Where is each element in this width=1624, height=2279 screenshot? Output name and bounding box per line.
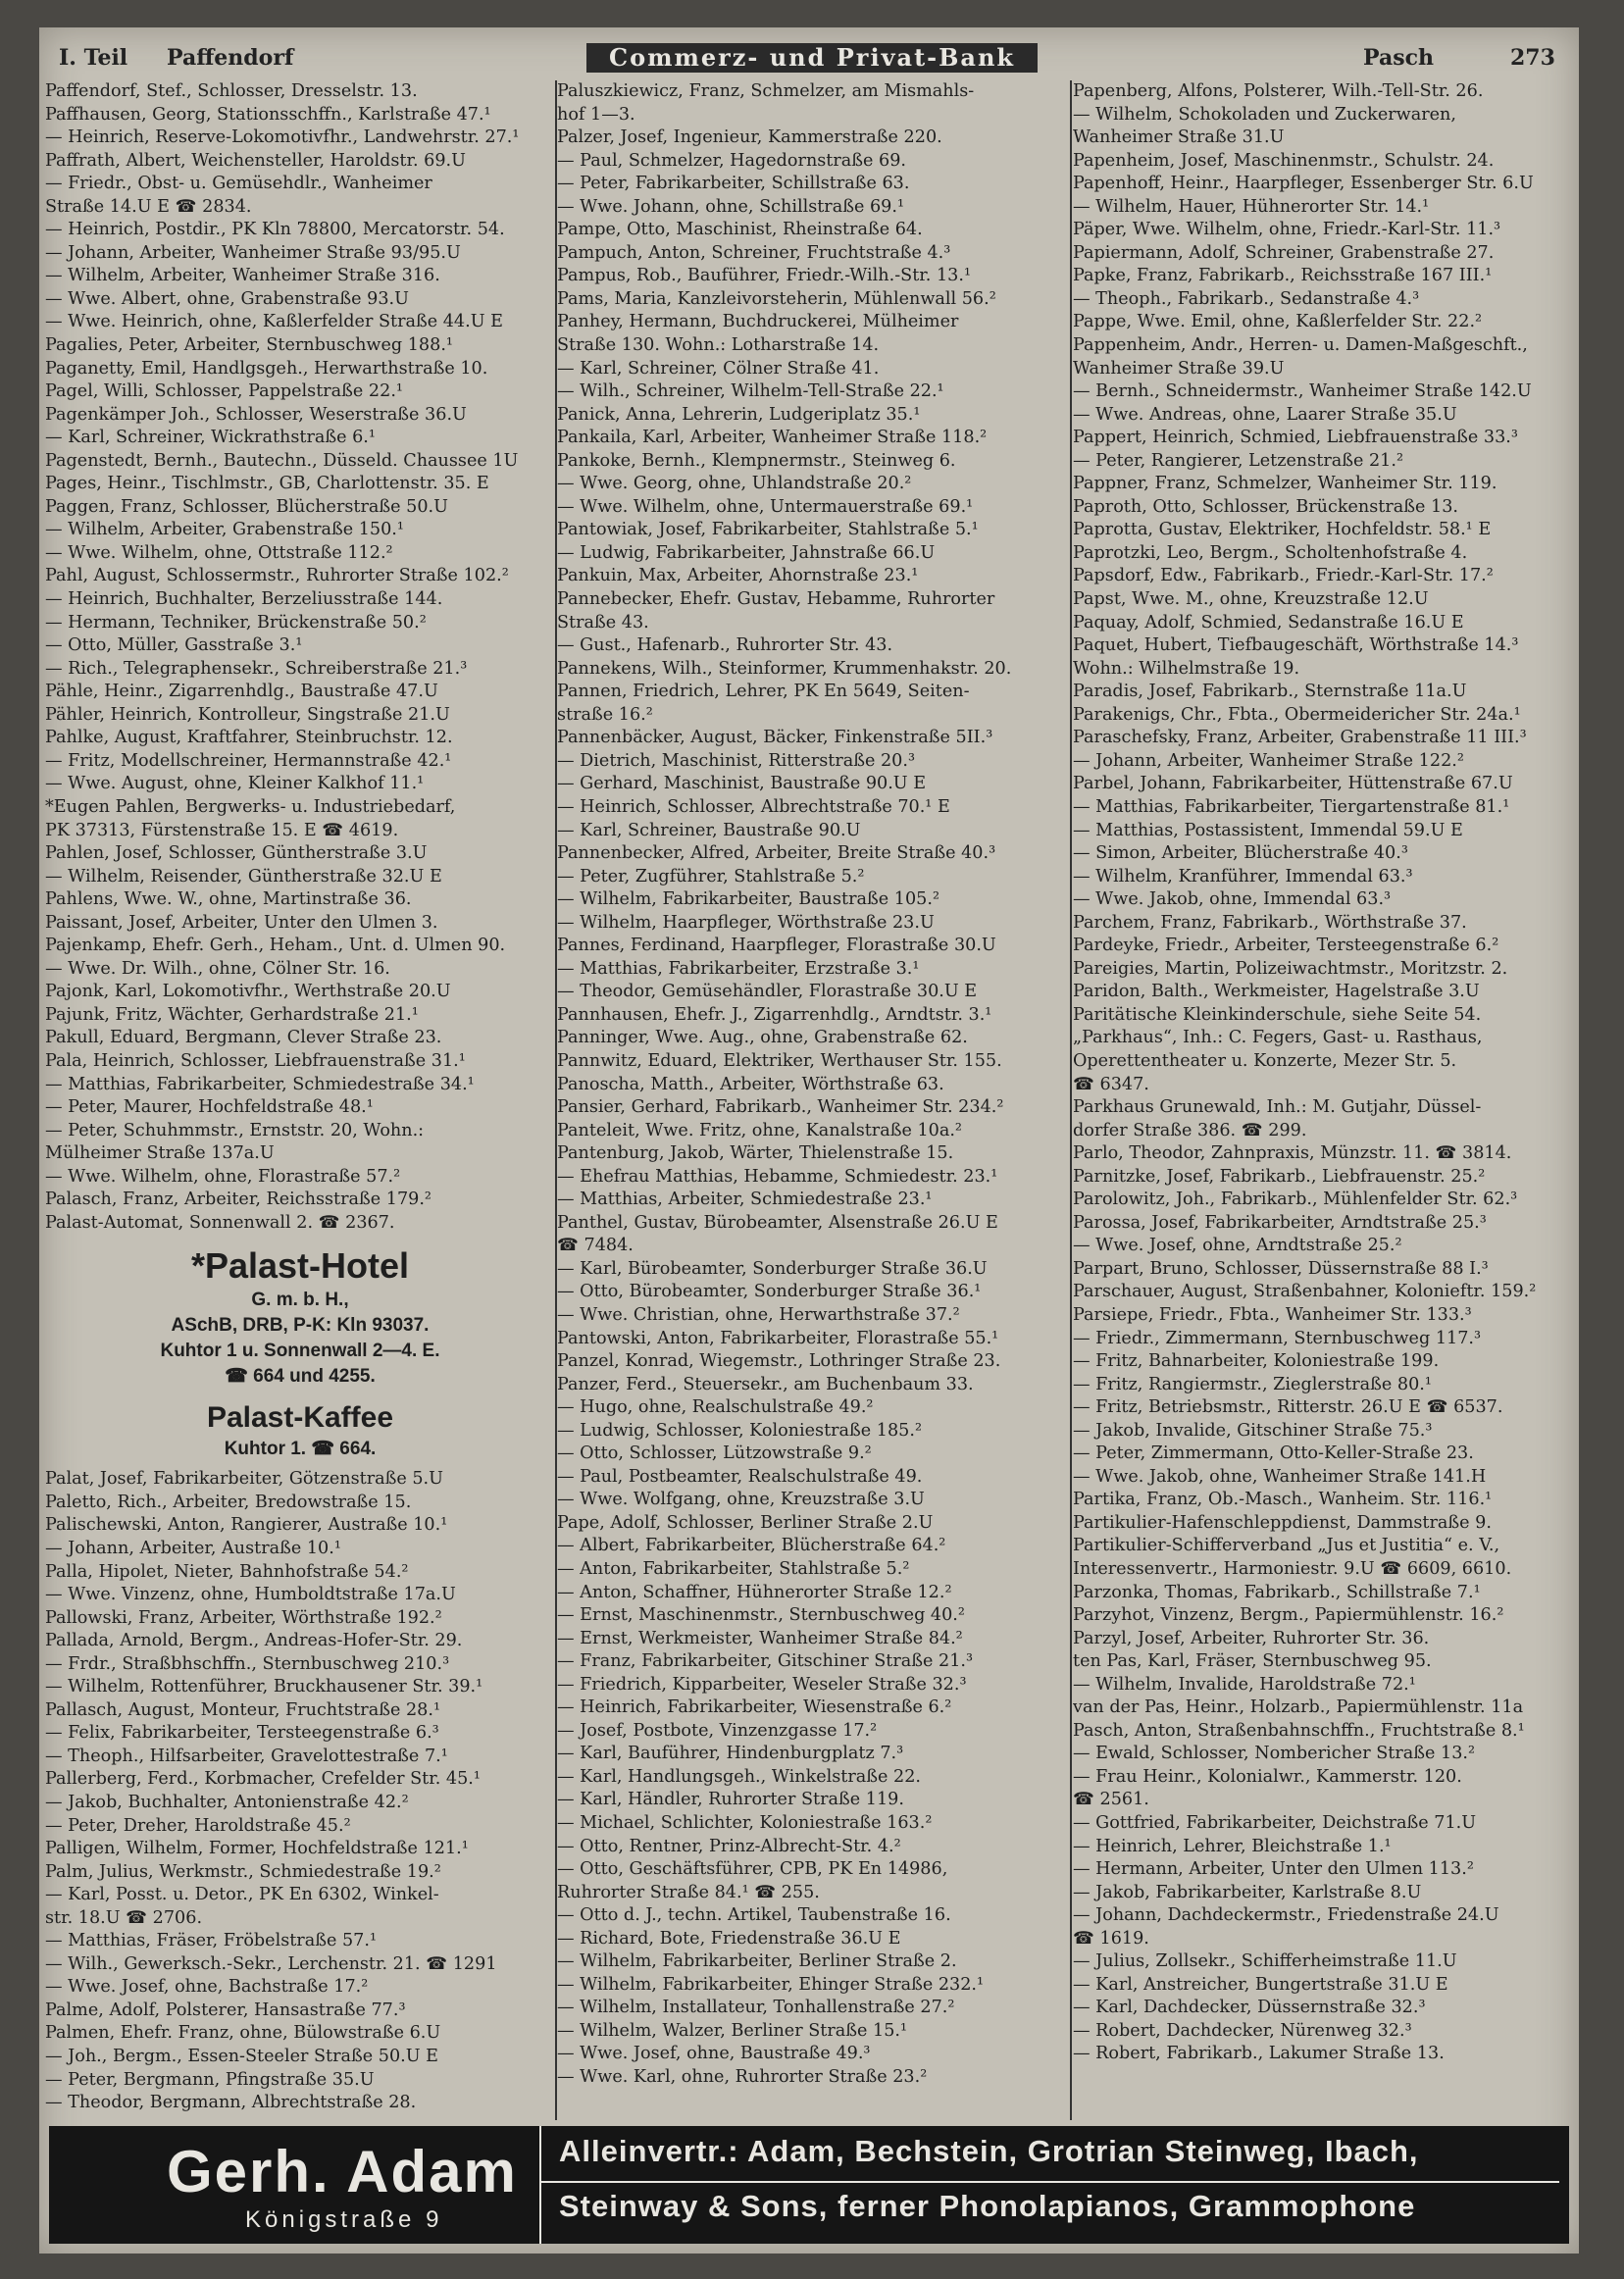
directory-entry: — Wilhelm, Walzer, Berliner Straße 15.¹ (557, 2020, 908, 2041)
directory-entry: Pahl, August, Schlossermstr., Ruhrorter Straße 102.² (45, 566, 509, 586)
directory-entry: — Felix, Fabrikarbeiter, Tersteegenstraße 6.³ (45, 1723, 439, 1744)
directory-entry: — Simon, Arbeiter, Blücherstraße 40.³ (1073, 843, 1408, 864)
advertiser-brands-line1: Alleinvertr.: Adam, Bechstein, Grotrian Steinweg, Ibach, (559, 2134, 1419, 2168)
directory-entry: Paritätische Kleinkinderschule, siehe Seite 54. (1073, 1004, 1482, 1025)
cafe-address: Kuhtor 1. ☎ 664. (224, 1439, 377, 1460)
directory-entry: Palischewski, Anton, Rangierer, Austraße 10.¹ (45, 1515, 448, 1536)
directory-entry: — Otto d. J., techn. Artikel, Taubenstraße 16. (557, 1905, 951, 1926)
directory-entry: ten Pas, Karl, Fräser, Sternbuschweg 95. (1073, 1651, 1432, 1672)
directory-entry: Paletto, Rich., Arbeiter, Bredowstraße 15. (45, 1492, 412, 1512)
directory-entry: Pagenstedt, Bernh., Bautechn., Düsseld. Chaussee 1U (45, 450, 519, 471)
directory-entry: Pannekens, Wilh., Steinformer, Krummenhakstr. 20. (557, 658, 1012, 679)
directory-entry: — Wwe. Dr. Wilh., ohne, Cölner Str. 16. (45, 958, 390, 979)
directory-entry: Wohn.: Wilhelmstraße 19. (1073, 658, 1300, 679)
hotel-name: *Palast-Hotel (190, 1245, 410, 1287)
directory-entry: — Karl, Bauführer, Hindenburgplatz 7.³ (557, 1744, 904, 1764)
directory-entry: Pallerberg, Ferd., Korbmacher, Crefelder Str. 45.¹ (45, 1769, 481, 1790)
directory-entry: Panthel, Gustav, Bürobeamter, Alsenstraße 26.U E (557, 1212, 998, 1233)
directory-entry: Pampus, Rob., Bauführer, Friedr.-Wilh.-Str. 13.¹ (557, 266, 971, 286)
directory-entry: — Matthias, Fabrikarbeiter, Schmiedestraße 34.¹ (45, 1074, 475, 1094)
page-header (49, 37, 1569, 76)
directory-entry: Papst, Wwe. M., ohne, Kreuzstraße 12.U (1073, 589, 1429, 610)
directory-entry: — Wilh., Gewerksch.-Sekr., Lerchenstr. 21. ☎ 1291 (45, 1953, 497, 1974)
directory-entry: — Paul, Postbeamter, Realschulstraße 49. (557, 1466, 923, 1487)
directory-entry: Panzer, Ferd., Steuersekr., am Buchenbaum 33. (557, 1374, 974, 1394)
directory-entry: — Ehefrau Matthias, Hebamme, Schmiedestr. 23.¹ (557, 1166, 998, 1187)
directory-entry: Parlo, Theodor, Zahnpraxis, Münzstr. 11. ☎ 3814. (1073, 1143, 1512, 1164)
column-1 (45, 80, 555, 2120)
directory-entry: — Heinrich, Reserve-Lokomotivfhr., Landwehrstr. 27.¹ (45, 127, 520, 148)
directory-entry: — Friedrich, Kipparbeiter, Weseler Straße 32.³ (557, 1674, 967, 1695)
directory-entry: — Gerhard, Maschinist, Baustraße 90.U E (557, 774, 927, 794)
advertiser-brands-line2: Steinway & Sons, ferner Phonolapianos, Grammophone (559, 2189, 1416, 2223)
directory-entry: Pappner, Franz, Schmelzer, Wanheimer Str. 119. (1073, 474, 1497, 494)
directory-entry: — Wwe. Vinzenz, ohne, Humboldtstraße 17a.U (45, 1585, 456, 1605)
directory-entry: Panninger, Wwe. Aug., ohne, Grabenstraße 62. (557, 1028, 968, 1048)
hotel-phone: ☎ 664 und 4255. (225, 1366, 376, 1388)
directory-entry: Palasch, Franz, Arbeiter, Reichsstraße 179.² (45, 1190, 431, 1210)
directory-entry: — Michael, Schlichter, Koloniestraße 163.² (557, 1813, 933, 1834)
directory-entry: Paffhausen, Georg, Stationsschffn., Karlstraße 47.¹ (45, 104, 491, 125)
directory-entry: — Peter, Fabrikarbeiter, Schillstraße 63. (557, 174, 910, 194)
footer-divider (539, 2181, 1559, 2183)
column-divider (1070, 80, 1072, 2120)
directory-entry: — Heinrich, Lehrer, Bleichstraße 1.¹ (1073, 1836, 1392, 1856)
directory-entry: — Karl, Anstreicher, Bungertstraße 31.U E (1073, 1974, 1448, 1995)
directory-entry: str. 18.U ☎ 2706. (45, 1907, 203, 1928)
directory-entry: Straße 130. Wohn.: Lotharstraße 14. (557, 335, 880, 356)
directory-entry: — Wilhelm, Reisender, Güntherstraße 32.U E (45, 866, 442, 886)
footer-advertisement (49, 2126, 1569, 2244)
directory-entry: Pajonk, Karl, Lokomotivfhr., Werthstraße 20.U (45, 982, 451, 1002)
directory-entry: Pardeyke, Friedr., Arbeiter, Tersteegenstraße 6.² (1073, 936, 1499, 956)
directory-entry: Pajunk, Fritz, Wächter, Gerhardstraße 21.¹ (45, 1004, 419, 1025)
directory-entry: Pähler, Heinrich, Kontrolleur, Singstraße 21.U (45, 704, 450, 725)
directory-entry: Pagalies, Peter, Arbeiter, Sternbuschweg 188.¹ (45, 335, 453, 356)
directory-entry: Pagel, Willi, Schlosser, Pappelstraße 22.¹ (45, 381, 403, 402)
directory-page (39, 27, 1579, 2254)
directory-entry: Mülheimer Straße 137a.U (45, 1143, 275, 1164)
directory-entry: — Wwe. August, ohne, Kleiner Kalkhof 11.¹ (45, 774, 425, 794)
directory-entry: — Ludwig, Fabrikarbeiter, Jahnstraße 66.U (557, 542, 936, 563)
directory-entry: — Ernst, Werkmeister, Wanheimer Straße 84.² (557, 1628, 963, 1648)
directory-entry: Paggen, Franz, Schlosser, Blücherstraße 50.U (45, 496, 448, 517)
directory-entry: — Peter, Schuhmmstr., Ernststr. 20, Wohn.: (45, 1120, 425, 1140)
directory-entry: — Hugo, ohne, Realschulstraße 49.² (557, 1397, 874, 1418)
directory-entry: Pampuch, Anton, Schreiner, Fruchtstraße 4.³ (557, 242, 951, 263)
directory-entry: Pahlens, Wwe. W., ohne, Martinstraße 36. (45, 889, 412, 910)
directory-entry: — Wilhelm, Arbeiter, Grabenstraße 150.¹ (45, 520, 404, 540)
directory-entry: — Fritz, Bahnarbeiter, Koloniestraße 199. (1073, 1351, 1440, 1372)
directory-entry: Pajenkamp, Ehefr. Gerh., Heham., Unt. d. Ulmen 90. (45, 936, 506, 956)
directory-entry: — Wwe. Andreas, ohne, Laarer Straße 35.U (1073, 404, 1457, 425)
directory-entry: ☎ 1619. (1073, 1928, 1149, 1949)
directory-entry: Pankuin, Max, Arbeiter, Ahornstraße 23.¹ (557, 566, 919, 586)
directory-entry: Palligen, Wilhelm, Former, Hochfeldstraße 121.¹ (45, 1839, 469, 1859)
directory-entry: — Rich., Telegraphensekr., Schreiberstraße 21.³ (45, 658, 468, 679)
directory-entry: — Franz, Fabrikarbeiter, Gitschiner Straße 21.³ (557, 1651, 974, 1672)
directory-entry: Panteleit, Wwe. Fritz, ohne, Kanalstraße 10a.² (557, 1120, 962, 1140)
advertiser-street: Königstraße 9 (245, 2206, 443, 2233)
directory-entry: — Karl, Händler, Ruhrorter Straße 119. (557, 1790, 904, 1810)
directory-entry: Pappenheim, Andr., Herren- u. Damen-Maßgeschft., (1073, 335, 1528, 356)
directory-entry: Straße 43. (557, 612, 649, 633)
directory-entry: — Friedr., Zimmermann, Sternbuschweg 117.³ (1073, 1328, 1482, 1348)
directory-entry: Parossa, Josef, Fabrikarbeiter, Arndtstraße 25.³ (1073, 1212, 1487, 1233)
directory-entry: — Peter, Maurer, Hochfeldstraße 48.¹ (45, 1097, 374, 1118)
directory-entry: — Wwe. Jakob, ohne, Immendal 63.³ (1073, 889, 1392, 910)
directory-entry: — Wwe. Wilhelm, ohne, Untermauerstraße 69.¹ (557, 496, 974, 517)
directory-entry: — Jakob, Buchhalter, Antonienstraße 42.² (45, 1793, 409, 1812)
directory-entry: Pampe, Otto, Maschinist, Rheinstraße 64. (557, 220, 923, 240)
directory-entry: Pahlke, August, Kraftfahrer, Steinbruchstr. 12. (45, 728, 453, 748)
directory-entry: Panhey, Hermann, Buchdruckerei, Mülheimer (557, 312, 959, 332)
directory-entry: Parkhaus Grunewald, Inh.: M. Gutjahr, Düssel- (1073, 1097, 1482, 1118)
directory-entry: — Wwe. Christian, ohne, Herwarthstraße 37.² (557, 1304, 960, 1325)
directory-entry: — Karl, Posst. u. Detor., PK En 6302, Winkel- (45, 1885, 439, 1905)
directory-entry: Pankoke, Bernh., Klempnermstr., Steinweg 6. (557, 450, 956, 471)
directory-entry: Pallasch, August, Monteur, Fruchtstraße 28.¹ (45, 1699, 440, 1720)
directory-entry: — Wwe. Wolfgang, ohne, Kreuzstraße 3.U (557, 1490, 925, 1510)
directory-entry: Pasch, Anton, Straßenbahnschffn., Fruchtstraße 8.¹ (1073, 1720, 1525, 1741)
directory-entry: PK 37313, Fürstenstraße 15. E ☎ 4619. (45, 820, 399, 840)
directory-entry: Pantowski, Anton, Fabrikarbeiter, Florastraße 55.¹ (557, 1328, 999, 1348)
directory-entry: — Otto, Bürobeamter, Sonderburger Straße 36.¹ (557, 1282, 982, 1302)
directory-entry: — Wwe. Karl, ohne, Ruhrorter Straße 23.² (557, 2067, 928, 2088)
cafe-name: Palast-Kaffee (206, 1401, 394, 1435)
directory-entry: — Wwe. Heinrich, ohne, Kaßlerfelder Straße 44.U E (45, 312, 503, 332)
directory-entry: — Heinrich, Postdir., PK Kln 78800, Mercatorstr. 54. (45, 220, 505, 240)
directory-entry: Pappert, Heinrich, Schmied, Liebfrauenstraße 33.³ (1073, 428, 1518, 448)
directory-entry: Papsdorf, Edw., Fabrikarb., Friedr.-Karl-Str. 17.² (1073, 566, 1494, 586)
directory-entry: Pakull, Eduard, Bergmann, Clever Straße 23. (45, 1028, 442, 1048)
directory-entry: — Frdr., Straßbhschffn., Sternbuschweg 210.³ (45, 1653, 450, 1674)
directory-entry: Parzyhot, Vinzenz, Bergm., Papiermühlenstr. 16.² (1073, 1605, 1504, 1626)
directory-entry: Pantenburg, Jakob, Wärter, Thielenstraße 15. (557, 1143, 954, 1164)
directory-entry: — Karl, Dachdecker, Düssernstraße 32.³ (1073, 1998, 1426, 2018)
directory-entry: — Bernh., Schneidermstr., Wanheimer Straße 142.U (1073, 381, 1532, 402)
directory-entry: Partikulier-Hafenschleppdienst, Dammstraße 9. (1073, 1512, 1492, 1533)
directory-entry: *Eugen Pahlen, Bergwerks- u. Industriebedarf, (45, 796, 456, 817)
directory-entry: Parnitzke, Josef, Fabrikarb., Liebfrauenstr. 25.² (1073, 1166, 1486, 1187)
directory-entry: — Albert, Fabrikarbeiter, Blücherstraße 64.² (557, 1536, 946, 1556)
directory-entry: Parzonka, Thomas, Fabrikarb., Schillstraße 7.¹ (1073, 1582, 1481, 1602)
directory-entry: Operettentheater u. Konzerte, Mezer Str. 5. (1073, 1050, 1457, 1071)
advertiser-name: Gerh. Adam (167, 2139, 518, 2204)
directory-entry: Pahlen, Josef, Schlosser, Güntherstraße 3.U (45, 843, 428, 864)
part-label: I. Teil (59, 45, 128, 71)
directory-entry: straße 16.² (557, 704, 653, 725)
directory-entry: Pappe, Wwe. Emil, ohne, Kaßlerfelder Str. 22.² (1073, 312, 1483, 332)
directory-entry: Paluszkiewicz, Franz, Schmelzer, am Mismahls- (557, 81, 975, 101)
directory-entry: Wanheimer Straße 31.U (1073, 127, 1285, 148)
directory-entry: — Karl, Schreiner, Cölner Straße 41. (557, 358, 880, 379)
directory-entry: — Robert, Dachdecker, Nürenweg 32.³ (1073, 2020, 1412, 2041)
directory-entry: dorfer Straße 386. ☎ 299. (1073, 1120, 1307, 1140)
directory-entry: ☎ 7484. (557, 1236, 634, 1256)
directory-entry: Papenhoff, Heinr., Haarpfleger, Essenberger Str. 6.U (1073, 174, 1534, 194)
directory-entry: — Wilhelm, Invalide, Haroldstraße 72.¹ (1073, 1674, 1416, 1695)
directory-entry: Pankaila, Karl, Arbeiter, Wanheimer Straße 118.² (557, 428, 988, 448)
directory-entry: — Matthias, Postassistent, Immendal 59.U E (1073, 820, 1463, 840)
directory-entry: Parbel, Johann, Fabrikarbeiter, Hüttenstraße 67.U (1073, 774, 1513, 794)
directory-entry: ☎ 6347. (1073, 1074, 1149, 1094)
directory-entry: — Hermann, Arbeiter, Unter den Ulmen 113.² (1073, 1859, 1474, 1880)
directory-entry: — Wilhelm, Fabrikarbeiter, Berliner Straße 2. (557, 1951, 957, 1972)
column-2 (557, 80, 1069, 2120)
directory-entry: — Dietrich, Maschinist, Ritterstraße 20.³ (557, 750, 916, 771)
directory-entry: Paridon, Balth., Werkmeister, Hagelstraße 3.U (1073, 982, 1480, 1002)
directory-entry: Palme, Adolf, Polsterer, Hansastraße 77.³ (45, 2000, 406, 2020)
directory-entry: — Heinrich, Fabrikarbeiter, Wiesenstraße 6.² (557, 1697, 952, 1718)
directory-entry: — Theodor, Gemüsehändler, Florastraße 30.U E (557, 982, 978, 1002)
directory-entry: Parpart, Bruno, Schlosser, Düssernstraße 88 I.³ (1073, 1258, 1489, 1279)
directory-entry: — Wilhelm, Kranführer, Immendal 63.³ (1073, 866, 1413, 886)
directory-entry: — Fritz, Betriebsmstr., Ritterstr. 26.U E ☎ 6537. (1073, 1397, 1503, 1418)
directory-entry: — Richard, Bote, Friedenstraße 36.U E (557, 1928, 901, 1949)
directory-entry: — Peter, Bergmann, Pfingstraße 35.U (45, 2069, 375, 2090)
directory-entry: — Matthias, Fabrikarbeiter, Erzstraße 3.¹ (557, 958, 920, 979)
directory-entry: — Matthias, Arbeiter, Schmiedestraße 23.¹ (557, 1190, 933, 1210)
directory-entry: Paffrath, Albert, Weichensteller, Haroldstr. 69.U (45, 150, 466, 171)
directory-entry: — Wwe. Josef, ohne, Arndtstraße 25.² (1073, 1236, 1402, 1256)
directory-entry: — Hermann, Techniker, Brückenstraße 50.² (45, 612, 427, 633)
directory-entry: — Johann, Arbeiter, Wanheimer Straße 93/95.U (45, 242, 461, 263)
directory-entry: — Wwe. Josef, ohne, Bachstraße 17.² (45, 1977, 369, 1998)
directory-entry: Paprotzki, Leo, Bergm., Scholtenhofstraße 4. (1073, 542, 1468, 563)
directory-entry: Pansier, Gerhard, Fabrikarb., Wanheimer Str. 234.² (557, 1097, 1004, 1118)
directory-entry: Palast-Automat, Sonnenwall 2. ☎ 2367. (45, 1212, 395, 1233)
directory-entry: — Wilhelm, Fabrikarbeiter, Ehinger Straße 232.¹ (557, 1974, 985, 1995)
directory-entry: Pannebecker, Ehefr. Gustav, Hebamme, Ruhrorter (557, 589, 995, 610)
directory-entry: — Theoph., Fabrikarb., Sedanstraße 4.³ (1073, 288, 1420, 309)
directory-entry: — Friedr., Obst- u. Gemüsehdlr., Wanheimer (45, 174, 432, 194)
directory-entry: Paquay, Adolf, Schmied, Sedanstraße 16.U E (1073, 612, 1464, 633)
directory-entry: Ruhrorter Straße 84.¹ ☎ 255. (557, 1882, 820, 1902)
directory-entry: — Gottfried, Fabrikarbeiter, Deichstraße 71.U (1073, 1813, 1477, 1834)
directory-entry: Pages, Heinr., Tischlmstr., GB, Charlottenstr. 35. E (45, 474, 489, 494)
directory-entry: — Robert, Fabrikarb., Lakumer Straße 13. (1073, 2044, 1445, 2064)
directory-entry: — Wwe. Albert, ohne, Grabenstraße 93.U (45, 288, 409, 309)
directory-entry: Paganetty, Emil, Handlgsgeh., Herwarthstraße 10. (45, 358, 488, 379)
directory-entry: — Wilhelm, Installateur, Tonhallenstraße 27.² (557, 1998, 955, 2018)
directory-entry: — Johann, Arbeiter, Wanheimer Straße 122.² (1073, 750, 1464, 771)
directory-entry: — Otto, Müller, Gasstraße 3.¹ (45, 635, 303, 656)
directory-entry: — Ernst, Maschinenmstr., Sternbuschweg 40.² (557, 1605, 965, 1626)
directory-entry: Paraschefsky, Franz, Arbeiter, Grabenstraße 11 III.³ (1073, 728, 1527, 748)
directory-entry: — Anton, Fabrikarbeiter, Stahlstraße 5.² (557, 1559, 910, 1579)
directory-entry: Papke, Franz, Fabrikarb., Reichsstraße 167 III.¹ (1073, 266, 1493, 286)
directory-entry: Panoscha, Matth., Arbeiter, Wörthstraße 63. (557, 1074, 944, 1094)
directory-entry: van der Pas, Heinr., Holzarb., Papiermühlenstr. 11a (1073, 1697, 1524, 1718)
directory-entry: — Wilhelm, Rottenführer, Bruckhausener Str. 39.¹ (45, 1677, 483, 1697)
directory-entry: Parolowitz, Joh., Fabrikarb., Mühlenfelder Str. 62.³ (1073, 1190, 1518, 1210)
directory-entry: Parschauer, August, Straßenbahner, Kolonieftr. 159.² (1073, 1282, 1537, 1302)
directory-entry: Partika, Franz, Ob.-Masch., Wanheim. Str. 116.¹ (1073, 1490, 1493, 1510)
directory-entry: Päper, Wwe. Wilhelm, ohne, Friedr.-Karl-Str. 11.³ (1073, 220, 1501, 240)
directory-entry: — Karl, Bürobeamter, Sonderburger Straße 36.U (557, 1258, 988, 1279)
directory-entry: — Peter, Rangierer, Letzenstraße 21.² (1073, 450, 1404, 471)
directory-entry: Parchem, Franz, Fabrikarb., Wörthstraße 37. (1073, 912, 1467, 933)
directory-entry: Paprotta, Gustav, Elektriker, Hochfeldstr. 58.¹ E (1073, 520, 1492, 540)
directory-entry: — Wwe. Johann, ohne, Schillstraße 69.¹ (557, 196, 904, 217)
directory-entry: — Peter, Dreher, Haroldstraße 45.² (45, 1815, 351, 1836)
directory-entry: — Peter, Zimmermann, Otto-Keller-Straße 23. (1073, 1443, 1474, 1464)
directory-entry: — Wilhelm, Schokoladen und Zuckerwaren, (1073, 104, 1456, 125)
directory-entry: Partikulier-Schifferverband „Jus et Justitia“ e. V., (1073, 1536, 1500, 1556)
directory-entry: — Wilhelm, Hauer, Hühnerorter Str. 14.¹ (1073, 196, 1430, 217)
hotel-company: G. m. b. H., (251, 1290, 349, 1311)
directory-entry: Paffendorf, Stef., Schlosser, Dresselstr. 13. (45, 81, 418, 101)
directory-entry: — Karl, Schreiner, Wickrathstraße 6.¹ (45, 428, 376, 448)
directory-entry: Pannhausen, Ehefr. J., Zigarrenhdlg., Arndtstr. 3.¹ (557, 1004, 992, 1025)
directory-entry: — Wilh., Schreiner, Wilhelm-Tell-Straße 22.¹ (557, 381, 944, 402)
directory-entry: Paissant, Josef, Arbeiter, Unter den Ulmen 3. (45, 912, 438, 933)
directory-entry: — Matthias, Fräser, Fröbelstraße 57.¹ (45, 1931, 378, 1951)
directory-entry: — Ludwig, Schlosser, Koloniestraße 185.² (557, 1420, 923, 1441)
directory-entry: Palmen, Ehefr. Franz, ohne, Bülowstraße 6.U (45, 2023, 441, 2044)
directory-entry: — Otto, Schlosser, Lützowstraße 9.² (557, 1443, 872, 1464)
directory-entry: ☎ 2561. (1073, 1790, 1149, 1810)
directory-entry: — Wwe. Georg, ohne, Uhlandstraße 20.² (557, 474, 912, 494)
directory-entry: Papenberg, Alfons, Polsterer, Wilh.-Tell-Str. 26. (1073, 81, 1484, 101)
directory-entry: — Otto, Geschäftsführer, CPB, PK En 14986, (557, 1859, 948, 1880)
directory-entry: Pala, Heinrich, Schlosser, Liebfrauenstraße 31.¹ (45, 1050, 466, 1071)
column-3 (1073, 80, 1575, 2120)
directory-entry: — Fritz, Rangiermstr., Zieglerstraße 80.¹ (1073, 1374, 1432, 1394)
directory-entry: Paproth, Otto, Schlosser, Brückenstraße 13. (1073, 496, 1458, 517)
directory-entry: Palla, Hipolet, Nieter, Bahnhofstraße 54.² (45, 1561, 409, 1582)
directory-entry: Pantowiak, Josef, Fabrikarbeiter, Stahlstraße 5.¹ (557, 520, 979, 540)
directory-entry: — Ewald, Schlosser, Nombericher Straße 13.² (1073, 1744, 1476, 1764)
directory-entry: — Wilhelm, Haarpfleger, Wörthstraße 23.U (557, 912, 935, 933)
directory-entry: Pannenbäcker, August, Bäcker, Finkenstraße 5II.³ (557, 728, 993, 748)
directory-entry: Parzyl, Josef, Arbeiter, Ruhrorter Str. 36. (1073, 1628, 1430, 1648)
directory-entry: Papiermann, Adolf, Schreiner, Grabenstraße 27. (1073, 242, 1495, 263)
directory-entry: Pähle, Heinr., Zigarrenhdlg., Baustraße 47.U (45, 682, 438, 702)
directory-entry: — Gust., Hafenarb., Ruhrorter Str. 43. (557, 635, 893, 656)
directory-entry: Palladа, Arnold, Bergm., Andreas-Hofer-Str. 29. (45, 1631, 463, 1651)
directory-entry: Pareigies, Martin, Polizeiwachtmstr., Moritzstr. 2. (1073, 958, 1508, 979)
directory-entry: Pannenbecker, Alfred, Arbeiter, Breite Straße 40.³ (557, 843, 996, 864)
directory-entry: — Frau Heinr., Kolonialwr., Kammerstr. 120. (1073, 1766, 1462, 1787)
directory-entry: Pallowski, Franz, Arbeiter, Wörthstraße 192.² (45, 1607, 442, 1628)
directory-entry: Pams, Maria, Kanzleivorsteherin, Mühlenwall 56.² (557, 288, 996, 309)
directory-entry: — Jakob, Fabrikarbeiter, Karlstraße 8.U (1073, 1882, 1422, 1902)
directory-entry: — Johann, Arbeiter, Austraße 10.¹ (45, 1538, 341, 1558)
directory-entry: Paquet, Hubert, Tiefbaugeschäft, Wörthstraße 14.³ (1073, 635, 1519, 656)
directory-entry: Palm, Julius, Werkmstr., Schmiedestraße 19.² (45, 1861, 441, 1882)
range-from: Paffendorf (167, 45, 294, 71)
directory-entry: Parakenigs, Chr., Fbta., Obermeidericher Str. 24a.¹ (1073, 704, 1521, 725)
header-banner-ad: Commerz- und Privat-Bank (586, 43, 1038, 73)
directory-entry: — Paul, Schmelzer, Hagedornstraße 69. (557, 150, 907, 171)
directory-entry: — Wwe. Jakob, ohne, Wanheimer Straße 141.H (1073, 1466, 1487, 1487)
directory-entry: — Joh., Bergm., Essen-Steeler Straße 50.U E (45, 2047, 439, 2067)
directory-entry: — Wilhelm, Arbeiter, Wanheimer Straße 316. (45, 266, 440, 286)
directory-entry: Pagenkämper Joh., Schlosser, Weserstraße 36.U (45, 404, 467, 425)
directory-entry: Parsiepe, Friedr., Fbta., Wanheimer Str. 133.³ (1073, 1304, 1472, 1325)
directory-entry: — Heinrich, Schlosser, Albrechtstraße 70.¹ E (557, 796, 950, 817)
directory-entry: — Josef, Postbote, Vinzenzgasse 17.² (557, 1720, 878, 1741)
directory-entry: Wanheimer Straße 39.U (1073, 358, 1285, 379)
directory-entry: Palat, Josef, Fabrikarbeiter, Götzenstraße 5.U (45, 1469, 443, 1490)
directory-entry: „Parkhaus“, Inh.: C. Fegers, Gast- u. Rasthaus, (1073, 1028, 1483, 1048)
directory-entry: Straße 14.U E ☎ 2834. (45, 196, 252, 217)
directory-entry: — Karl, Handlungsgeh., Winkelstraße 22. (557, 1766, 921, 1787)
directory-entry: — Wwe. Wilhelm, ohne, Florastraße 57.² (45, 1166, 401, 1187)
directory-entry: Papenheim, Josef, Maschinenmstr., Schulstr. 24. (1073, 150, 1495, 171)
directory-entry: — Anton, Schaffner, Hühnerorter Straße 12.² (557, 1582, 952, 1602)
directory-entry: Palzer, Josef, Ingenieur, Kammerstraße 220. (557, 127, 942, 148)
directory-entry: — Wilhelm, Fabrikarbeiter, Baustraße 105.² (557, 889, 939, 910)
footer-divider (539, 2126, 541, 2244)
directory-entry: — Heinrich, Buchhalter, Berzeliusstraße 144. (45, 589, 443, 610)
directory-entry: hof 1—3. (557, 104, 635, 125)
directory-entry: — Theodor, Bergmann, Albrechtstraße 28. (45, 2093, 417, 2113)
directory-entry: — Wwe. Wilhelm, ohne, Ottstraße 112.² (45, 542, 393, 563)
hotel-accounts: ASchB, DRB, P-K: Kln 93037. (171, 1315, 430, 1337)
directory-entry: — Fritz, Modellschreiner, Hermannstraße 42.¹ (45, 750, 452, 771)
directory-entry: Panzel, Konrad, Wiegemstr., Lothringer Straße 23. (557, 1351, 1001, 1372)
hotel-address: Kuhtor 1 u. Sonnenwall 2—4. E. (160, 1341, 440, 1362)
range-to: Pasch (1363, 45, 1434, 71)
directory-entry: Paradis, Josef, Fabrikarb., Sternstraße 11a.U (1073, 682, 1467, 702)
directory-entry: — Johann, Dachdeckermstr., Friedenstraße 24.U (1073, 1905, 1499, 1926)
directory-entry: Interessenvertr., Harmoniestr. 9.U ☎ 6609, 6610. (1073, 1559, 1512, 1579)
directory-entry: — Theoph., Hilfsarbeiter, Gravelottestraße 7.¹ (45, 1746, 448, 1766)
directory-entry: Pannwitz, Eduard, Elektriker, Werthauser Str. 155. (557, 1050, 1002, 1071)
directory-entry: — Jakob, Invalide, Gitschiner Straße 75.³ (1073, 1420, 1433, 1441)
directory-entry: Pannen, Friedrich, Lehrer, PK En 5649, Seiten- (557, 682, 970, 702)
directory-entry: — Wwe. Josef, ohne, Baustraße 49.³ (557, 2044, 871, 2064)
directory-entry: Pape, Adolf, Schlosser, Berliner Straße 2.U (557, 1512, 934, 1533)
directory-entry: Panick, Anna, Lehrerin, Ludgeriplatz 35.¹ (557, 404, 921, 425)
directory-entry: — Otto, Rentner, Prinz-Albrecht-Str. 4.² (557, 1836, 901, 1856)
directory-entry: — Matthias, Fabrikarbeiter, Tiergartenstraße 81.¹ (1073, 796, 1510, 817)
page-number: 273 (1510, 45, 1555, 71)
directory-entry: — Karl, Schreiner, Baustraße 90.U (557, 820, 861, 840)
directory-entry: — Julius, Zollsekr., Schifferheimstraße 11.U (1073, 1951, 1457, 1972)
directory-entry: Pannes, Ferdinand, Haarpfleger, Florastraße 30.U (557, 936, 996, 956)
directory-entry: — Peter, Zugführer, Stahlstraße 5.² (557, 866, 865, 886)
palast-hotel-ad (45, 1244, 555, 1462)
